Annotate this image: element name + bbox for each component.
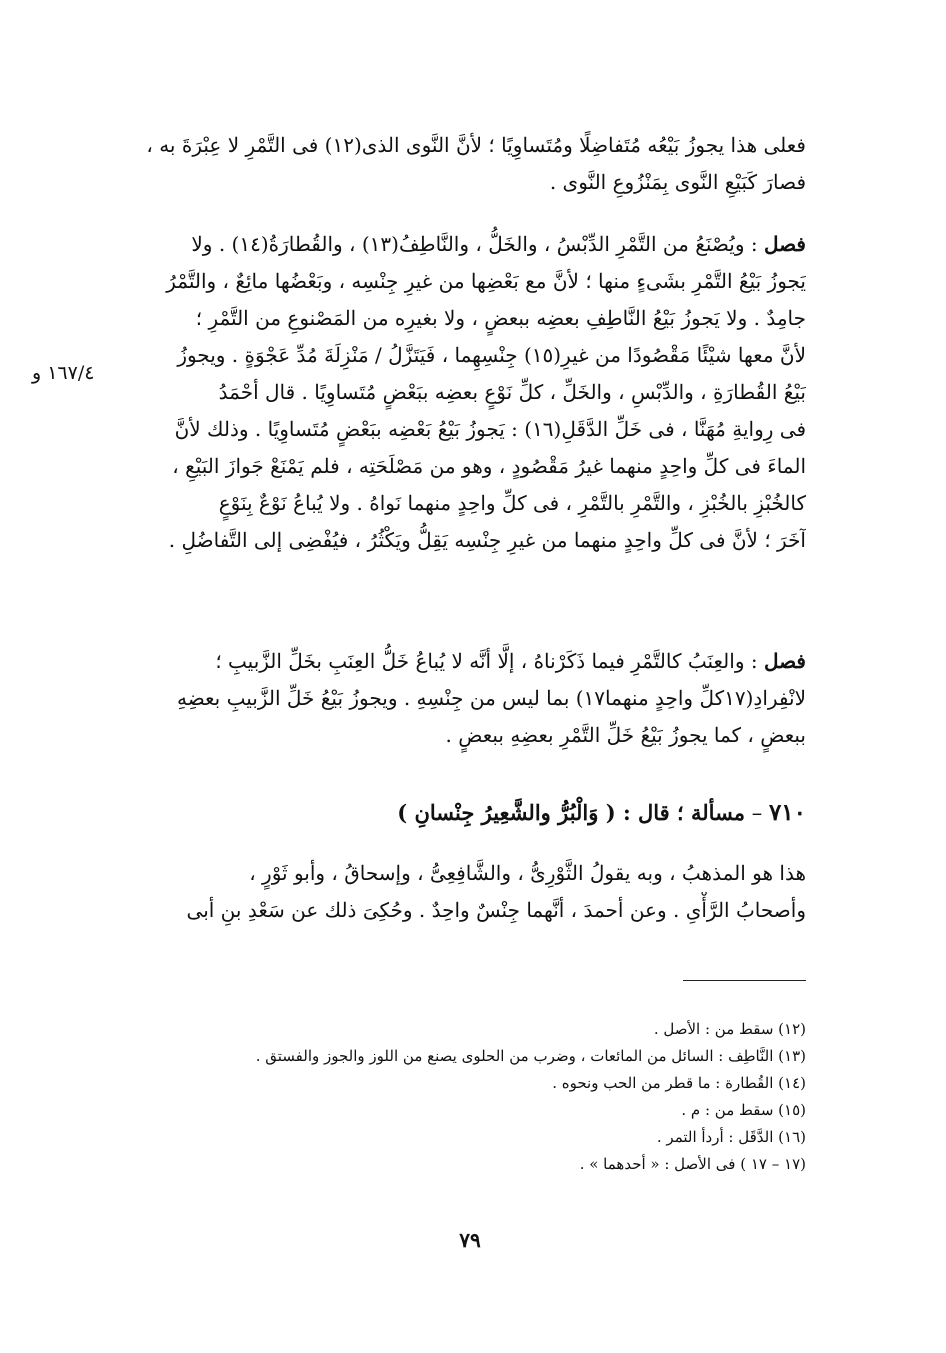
paragraph-fasl-2: [130, 643, 806, 754]
section-keyword: فصل: [763, 649, 806, 673]
paragraph-fasl-1: [130, 226, 806, 559]
text-line: لأنَّ معها شيْئًا مَقْصُودًا من غيرِ(١٥) جِنْسِهِما ، فَيَتَزَّلُ / مَنْزِلَةَ مُدِّ عَجْوَةٍ . ويجوزُ: [177, 343, 806, 367]
masala-number: ٧١٠: [768, 799, 806, 826]
text-line: فى رِوايةِ مُهَنَّا ، فى خَلِّ الدَّقَلِ(١٦) : يَجوزُ بَيْعُ بَعْضِه ببَعْضٍ مُتَساوِيًا . وذلك لأنَّ: [174, 417, 806, 441]
text-line: فصارَ كَبَيْعِ النَّوى بِمَنْزُوعِ النَّوى .: [549, 170, 806, 194]
text-line: الماءَ فى كلِّ واحِدٍ منهما غيرُ مَقْصُودٍ ، وهو من مَصْلَحَتِه ، فلم يَمْنَعْ جَوازَ البَيْعِ ،: [172, 454, 806, 478]
text-line: هذا هو المذهبُ ، وبه يقولُ الثَّوْرِىُّ ، والشَّافِعِىُّ ، وإسحاقُ ، وأبو ثَوْرٍ ،: [249, 861, 806, 885]
footnote: (١٢) سقط من : الأصل .: [653, 1020, 806, 1038]
footnote: (١٤) القُطارة : ما قطر من الحب ونحوه .: [552, 1074, 806, 1092]
text-line: يَجوزُ بَيْعُ التَّمْرِ بشَىءٍ منها ؛ لأنَّ مع بَعْضِها من غيرِ جِنْسِه ، وبَعْضُها مائِعٌ ، والتَّمْرُ: [166, 269, 806, 293]
text-line: وأصحابُ الرَّأْىِ . وعن أحمدَ ، أنَّهما جِنْسٌ واحِدٌ . وحُكِىَ ذلك عن سَعْدِ بنِ أبى: [186, 898, 806, 922]
text-line: ببعضٍ ، كما يجوزُ بَيْعُ خَلِّ التَّمْرِ بعضِهِ ببعضٍ .: [445, 723, 806, 747]
text-line: فصل : والعِنَبُ كالتَّمْرِ فيما ذَكَرْناهُ ، إلَّا أنَّه لا يُباعُ خَلُّ العِنَبِ بخَلِّ الزَّبيبِ ؛: [215, 649, 806, 673]
text-line: فعلى هذا يجوزُ بَيْعُه مُتَفاضِلًا ومُتَساوِيًا ؛ لأنَّ النَّوى الذى(١٢) فى التَّمْرِ لا عِبْرَةَ به ،: [146, 133, 806, 157]
footnote: (١٧ – ١٧ ) فى الأصل : « أحدهما » .: [579, 1155, 806, 1173]
text-line: بَيْعُ القُطارَةِ ، والدِّبْسِ ، والخَلِّ ، كلِّ نَوْعٍ بعضِه ببَعْضٍ مُتَساوِيًا . قال أحْمَدُ: [218, 380, 806, 404]
text-line: فصل : ويُصْنَعُ من التَّمْرِ الدِّبْسُ ، والخَلُّ ، والنَّاطِفُ(١٣) ، والقُطارَةُ(١٤) . ولا: [191, 232, 806, 256]
manuscript-folio-note: ١٦٧/٤ و: [32, 362, 95, 384]
section-keyword: فصل: [763, 232, 806, 256]
paragraph-1: [130, 127, 806, 201]
footnotes: [200, 1016, 806, 1178]
page-number: ٧٩: [459, 1228, 481, 1252]
paragraph-4: [130, 855, 806, 929]
footnote: (١٥) سقط من : م .: [681, 1101, 806, 1119]
text-line: كالخُبْزِ بالخُبْزِ ، والتَّمْرِ بالتَّمْرِ ، فى كلِّ واحِدٍ منهما نَواهُ . ولا يُباعُ نَوْعٌ بِنَوْعٍ: [218, 491, 806, 515]
masala-heading: [340, 796, 806, 830]
text-line: آخَرَ ؛ لأنَّ فى كلِّ واحِدٍ منهما من غيرِ جِنْسِه يَقِلُّ ويَكْثُرُ ، فيُفْضِى إلى التَّفاضُلِ .: [168, 528, 806, 552]
heading-dash: –: [751, 801, 763, 825]
footnote: (١٣) النَّاطِف : السائل من المائعات ، وضرب من الحلوى يصنع من اللوز والجوز والفستق .: [255, 1047, 806, 1065]
text-line: لانْفِرادِ(١٧كلِّ واحِدٍ منهما١٧) بما ليس من جِنْسِهِ . ويجوزُ بَيْعُ خَلِّ الزَّبيبِ بعضِهِ: [176, 686, 806, 710]
text-line: جامِدٌ . ولا يَجوزُ بَيْعُ النَّاطِفِ بعضِه ببعضٍ ، ولا بغيرِه من المَصْنوعِ من التَّمْرِ ؛: [195, 306, 806, 330]
masala-title: مسألة ؛ قال : ( وَالْبُرُّ والشَّعِيرُ جِنْسانِ ): [397, 800, 746, 825]
footnote: (١٦) الدَّقَل : أردأ التمر .: [656, 1128, 806, 1146]
footnote-separator: [683, 980, 806, 981]
